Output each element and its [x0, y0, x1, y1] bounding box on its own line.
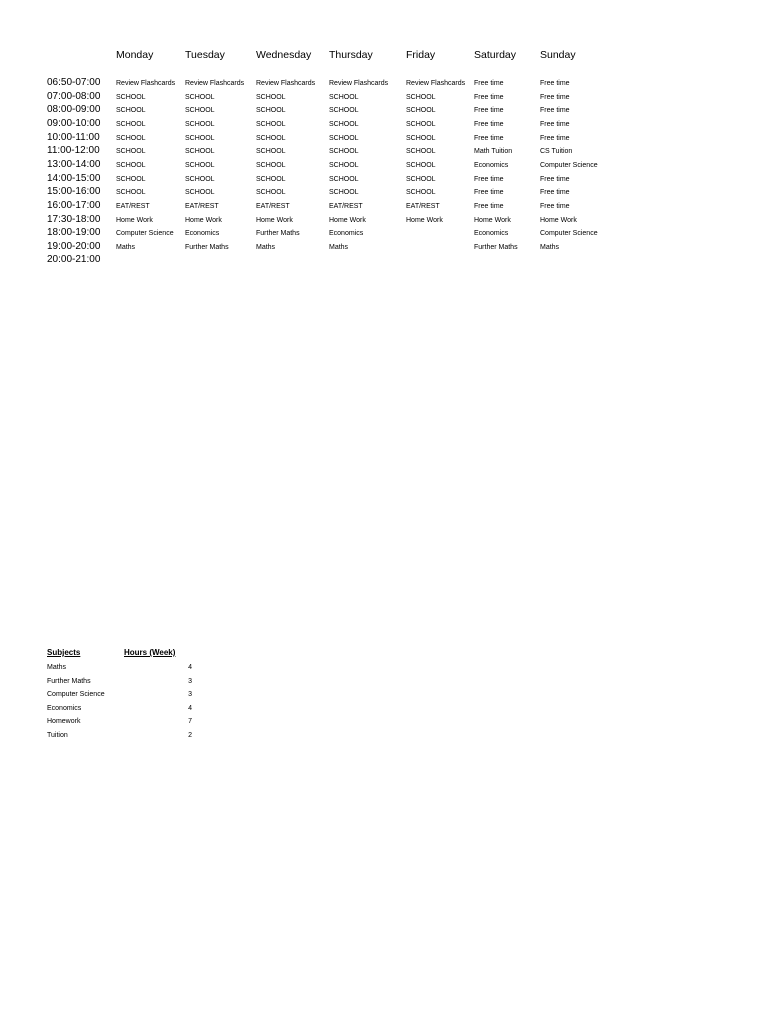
schedule-cell: SCHOOL	[116, 161, 146, 169]
schedule-cell: SCHOOL	[406, 148, 436, 156]
schedule-cell: Free time	[474, 202, 504, 210]
subject-name: Computer Science	[47, 691, 105, 699]
schedule-cell: Free time	[540, 107, 570, 115]
schedule-cell: Free time	[474, 107, 504, 115]
schedule-cell: Free time	[474, 93, 504, 101]
subject-hours: 4	[188, 664, 192, 671]
schedule-cell: Free time	[540, 175, 570, 183]
subject-name: Further Maths	[47, 677, 91, 685]
time-slot-label: 20:00-21:00	[47, 254, 101, 266]
schedule-cell: Maths	[540, 243, 560, 251]
schedule-cell: SCHOOL	[185, 189, 215, 197]
schedule-cell: Home Work	[540, 216, 577, 224]
schedule-cell: Computer Science	[540, 230, 598, 238]
schedule-cell: SCHOOL	[406, 161, 436, 169]
time-slot-label: 09:00-10:00	[47, 117, 101, 129]
day-header-friday: Friday	[406, 49, 436, 61]
schedule-cell: Free time	[474, 120, 504, 128]
subject-hours: 3	[188, 691, 192, 699]
schedule-cell: Review Flashcards	[256, 80, 316, 87]
schedule-cell: SCHOOL	[329, 161, 359, 169]
schedule-cell: SCHOOL	[406, 107, 436, 115]
schedule-cell: SCHOOL	[116, 134, 146, 142]
schedule-cell: Free time	[474, 134, 504, 142]
schedule-cell: Home Work	[329, 216, 366, 224]
schedule-cell: EAT/REST	[329, 202, 363, 210]
schedule-cell: Home Work	[406, 216, 443, 224]
day-header-sunday: Sunday	[540, 49, 576, 61]
schedule-cell: Free time	[474, 175, 504, 183]
schedule-cell: SCHOOL	[116, 93, 146, 101]
time-slot-label: 13:00-14:00	[47, 158, 101, 170]
schedule-cell: SCHOOL	[185, 161, 215, 169]
schedule-cell: Economics	[474, 230, 509, 238]
schedule-cell: Free time	[540, 93, 570, 101]
schedule-cell: SCHOOL	[116, 107, 146, 115]
schedule-cell: SCHOOL	[329, 175, 359, 183]
schedule-cell: SCHOOL	[329, 189, 359, 197]
schedule-cell: Review Flashcards	[116, 80, 176, 87]
subject-hours: 3	[188, 677, 192, 685]
hours-header: Hours (Week)	[124, 648, 176, 657]
schedule-cell: Home Work	[116, 216, 153, 224]
schedule-cell: SCHOOL	[329, 93, 359, 101]
schedule-cell: EAT/REST	[185, 202, 219, 210]
schedule-cell: SCHOOL	[185, 93, 215, 101]
schedule-cell: Free time	[474, 80, 504, 87]
time-slot-label: 17:30-18:00	[47, 213, 101, 225]
schedule-cell: Computer Science	[116, 230, 174, 238]
subject-name: Economics	[47, 704, 82, 712]
schedule-cell: Free time	[540, 202, 570, 210]
schedule-cell: Maths	[329, 243, 349, 251]
day-header-saturday: Saturday	[474, 49, 517, 61]
schedule-cell: SCHOOL	[185, 120, 215, 128]
schedule-cell: EAT/REST	[406, 202, 440, 210]
schedule-cell: Free time	[474, 189, 504, 197]
schedule-cell: Free time	[540, 134, 570, 142]
time-slot-label: 07:00-08:00	[47, 90, 101, 102]
subject-name: Tuition	[47, 732, 68, 739]
time-slot-label: 18:00-19:00	[47, 227, 101, 239]
schedule-cell: Further Maths	[185, 243, 229, 251]
time-slot-label: 19:00-20:00	[47, 240, 101, 252]
schedule-cell: SCHOOL	[185, 148, 215, 156]
schedule-cell: SCHOOL	[256, 120, 286, 128]
schedule-cell: Computer Science	[540, 161, 598, 169]
day-header-thursday: Thursday	[329, 49, 373, 61]
schedule-cell: SCHOOL	[256, 161, 286, 169]
schedule-cell: Review Flashcards	[406, 80, 466, 87]
schedule-cell: SCHOOL	[329, 134, 359, 142]
schedule-cell: SCHOOL	[256, 107, 286, 115]
schedule-cell: Math Tuition	[474, 148, 513, 156]
schedule-cell: Home Work	[185, 216, 222, 224]
subject-name: Homework	[47, 718, 81, 726]
schedule-cell: SCHOOL	[329, 120, 359, 128]
schedule-cell: SCHOOL	[116, 175, 146, 183]
subject-name: Maths	[47, 664, 67, 671]
schedule-cell: SCHOOL	[406, 120, 436, 128]
schedule-cell: Maths	[256, 243, 276, 251]
schedule-cell: Review Flashcards	[185, 80, 245, 87]
schedule-cell: Home Work	[474, 216, 511, 224]
schedule-cell: Economics	[185, 230, 220, 238]
schedule-cell: SCHOOL	[185, 175, 215, 183]
schedule-cell: SCHOOL	[116, 120, 146, 128]
time-slot-label: 14:00-15:00	[47, 172, 101, 184]
schedule-cell: Free time	[540, 120, 570, 128]
schedule-cell: SCHOOL	[116, 189, 146, 197]
schedule-cell: SCHOOL	[329, 107, 359, 115]
time-slot-label: 08:00-09:00	[47, 104, 101, 116]
subjects-header: Subjects	[47, 648, 81, 657]
time-slot-label: 10:00-11:00	[47, 131, 100, 143]
day-header-tuesday: Tuesday	[185, 49, 225, 61]
schedule-cell: EAT/REST	[116, 202, 150, 210]
schedule-cell: Economics	[474, 161, 509, 169]
schedule-cell: SCHOOL	[256, 134, 286, 142]
schedule-cell: SCHOOL	[256, 148, 286, 156]
subject-hours: 7	[188, 718, 192, 726]
schedule-cell: SCHOOL	[406, 175, 436, 183]
schedule-cell: SCHOOL	[116, 148, 146, 156]
schedule-cell: Further Maths	[256, 230, 300, 238]
schedule-cell: Review Flashcards	[329, 80, 389, 87]
schedule-cell: SCHOOL	[185, 134, 215, 142]
day-header-wednesday: Wednesday	[256, 49, 312, 61]
schedule-cell: SCHOOL	[406, 93, 436, 101]
schedule-cell: Free time	[540, 189, 570, 197]
schedule-cell: SCHOOL	[406, 189, 436, 197]
schedule-cell: CS Tuition	[540, 148, 573, 156]
time-slot-label: 11:00-12:00	[47, 145, 100, 157]
schedule-cell: Economics	[329, 230, 364, 238]
time-slot-label: 15:00-16:00	[47, 186, 101, 198]
subject-hours: 2	[188, 732, 192, 739]
schedule-cell: Maths	[116, 243, 136, 251]
day-header-monday: Monday	[116, 49, 154, 61]
time-slot-label: 06:50-07:00	[47, 77, 101, 88]
schedule-cell: SCHOOL	[329, 148, 359, 156]
schedule-cell: SCHOOL	[185, 107, 215, 115]
schedule-cell: SCHOOL	[256, 93, 286, 101]
time-slot-label: 16:00-17:00	[47, 199, 101, 211]
schedule-cell: Home Work	[256, 216, 293, 224]
schedule-cell: SCHOOL	[256, 175, 286, 183]
subject-hours: 4	[188, 704, 192, 712]
schedule-cell: SCHOOL	[406, 134, 436, 142]
schedule-cell: Free time	[540, 80, 570, 87]
schedule-cell: Further Maths	[474, 243, 518, 251]
schedule-cell: SCHOOL	[256, 189, 286, 197]
schedule-cell: EAT/REST	[256, 202, 290, 210]
